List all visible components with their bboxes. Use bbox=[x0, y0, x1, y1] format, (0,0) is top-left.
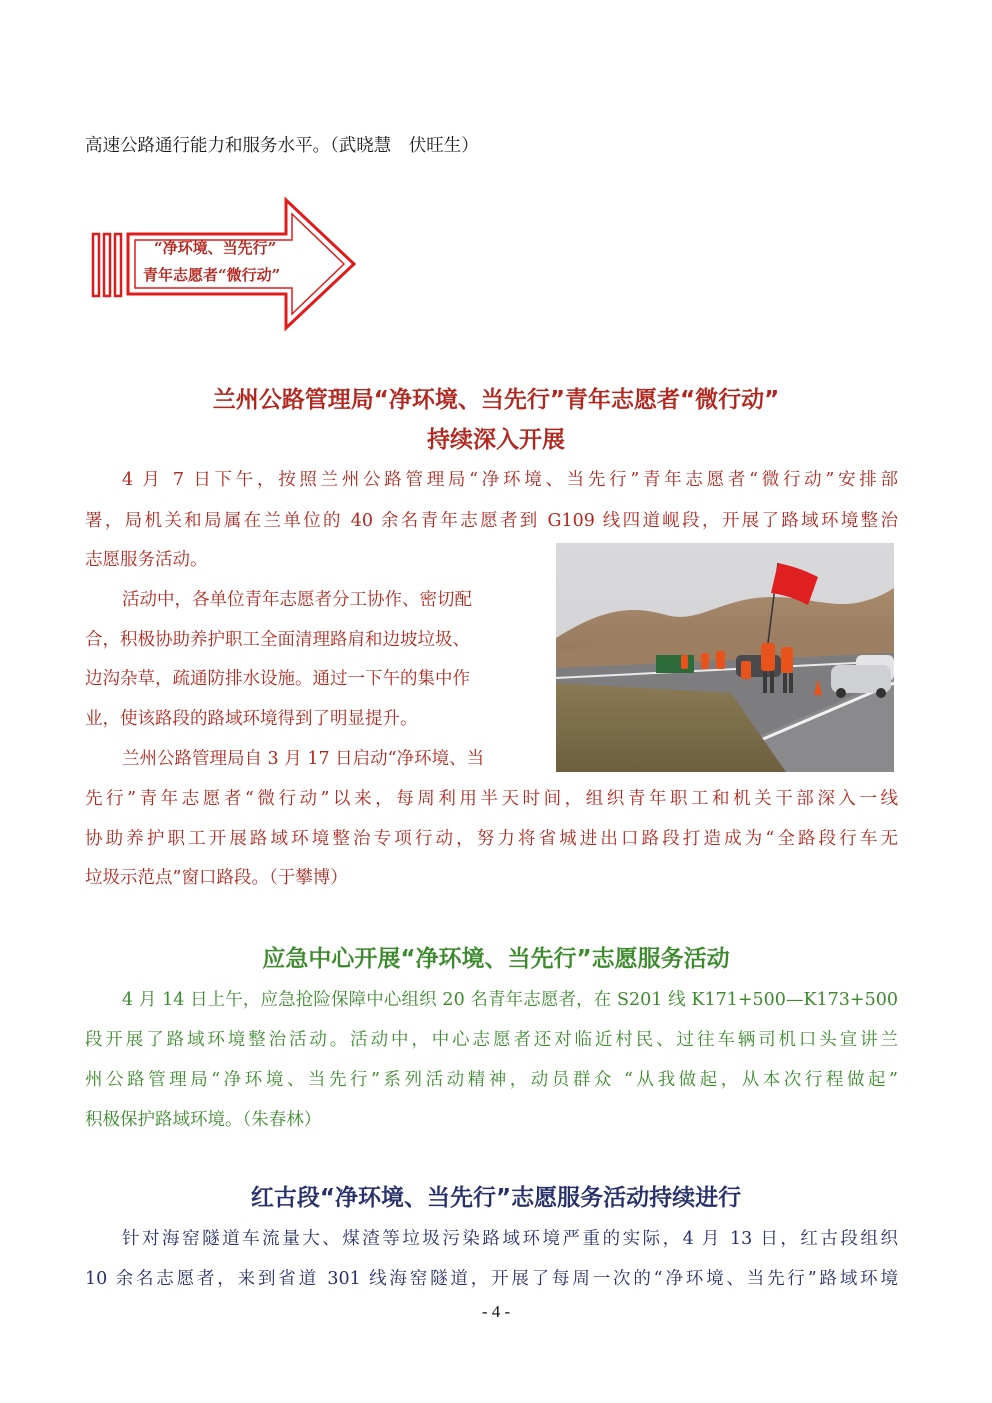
article1-line: 协助养护职工开展路域环境整治专项行动，努力将省城进出口路段打造成为“全路段行车无 bbox=[85, 829, 898, 849]
banner-line-2: 青年志愿者“微行动” bbox=[143, 266, 281, 284]
article1-title-line2: 持续深入开展 bbox=[427, 427, 565, 453]
banner-line-1: “净环境、当先行” bbox=[154, 239, 277, 257]
article1-line: 署，局机关和局属在兰单位的 40 余名青年志愿者到 G109 线四道岘段，开展了路域环境整治 bbox=[85, 511, 898, 531]
volunteer-roadside-photo bbox=[556, 543, 894, 772]
article2-line: 4 月 14 日上午，应急抢险保障中心组织 20 名青年志愿者，在 S201 线 K171+500—K173+500 bbox=[122, 990, 898, 1010]
article1-line: 志愿服务活动。 bbox=[85, 550, 208, 570]
article2-line: 积极保护路域环境。（朱春林） bbox=[85, 1110, 322, 1130]
article1-line: 业，使该路段的路域环境得到了明显提升。 bbox=[85, 709, 418, 729]
banner-arrow-graphic bbox=[90, 196, 358, 332]
article3-title: 红古段“净环境、当先行”志愿服务活动持续进行 bbox=[250, 1185, 742, 1211]
article1-line: 活动中，各单位青年志愿者分工协作、密切配 bbox=[122, 590, 472, 610]
article1-line: 垃圾示范点”窗口路段。（于攀博） bbox=[85, 868, 348, 888]
article1-line: 兰州公路管理局自 3 月 17 日启动“净环境、当 bbox=[122, 749, 485, 769]
article1-line: 4 月 7 日下午，按照兰州公路管理局“净环境、当先行”青年志愿者“微行动”安排部 bbox=[122, 470, 898, 490]
article2-line: 段开展了路域环境整治活动。活动中，中心志愿者还对临近村民、过往车辆司机口头宣讲兰 bbox=[85, 1030, 898, 1050]
intro-line: 高速公路通行能力和服务水平。（武晓慧 伏旺生） bbox=[85, 136, 479, 156]
article1-line: 先行”青年志愿者“微行动”以来，每周利用半天时间，组织青年职工和机关干部深入一线 bbox=[85, 789, 898, 809]
page-number: - 4 - bbox=[481, 1302, 511, 1321]
article3-line: 10 余名志愿者，来到省道 301 线海窑隧道，开展了每周一次的“净环境、当先行”路域环境 bbox=[85, 1269, 898, 1289]
article1-line: 边沟杂草，疏通防排水设施。通过一下午的集中作 bbox=[85, 669, 470, 689]
article2-line: 州公路管理局“净环境、当先行”系列活动精神，动员群众 “从我做起，从本次行程做起” bbox=[85, 1070, 898, 1090]
article1-line: 合，积极协助养护职工全面清理路肩和边坡垃圾、 bbox=[85, 630, 470, 650]
article2-title: 应急中心开展“净环境、当先行”志愿服务活动 bbox=[262, 946, 730, 972]
article1-title-line1: 兰州公路管理局“净环境、当先行”青年志愿者“微行动” bbox=[212, 387, 780, 413]
article3-line: 针对海窑隧道车流量大、煤渣等垃圾污染路域环境严重的实际，4 月 13 日，红古段组织 bbox=[122, 1229, 898, 1249]
